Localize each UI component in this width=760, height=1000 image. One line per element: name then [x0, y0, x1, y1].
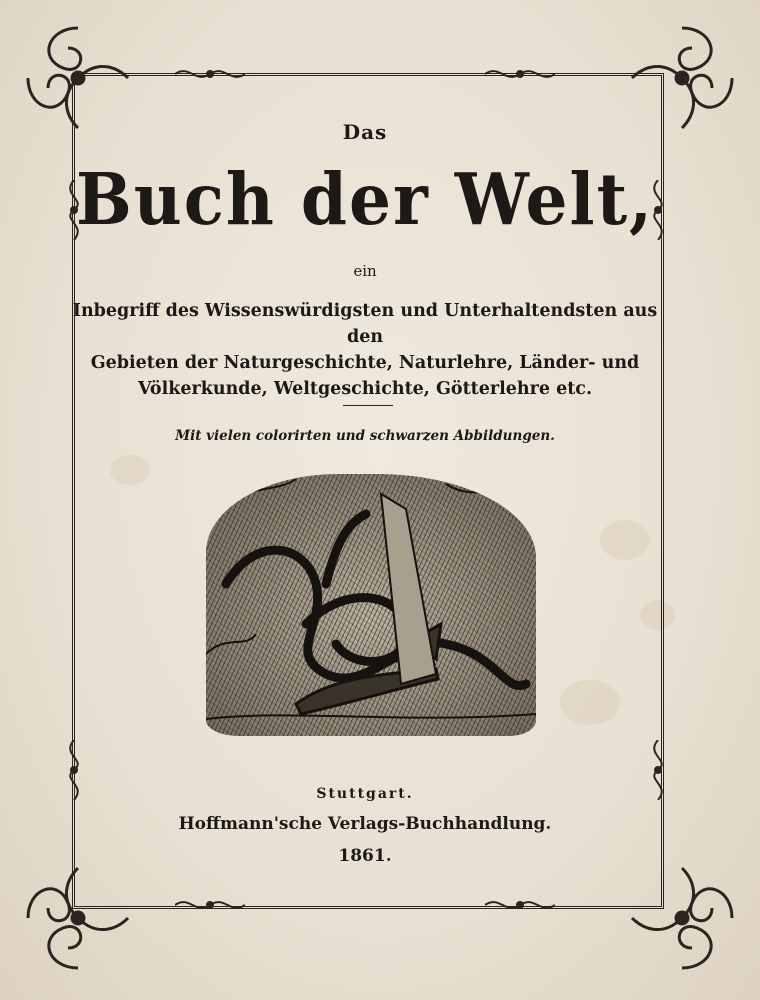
subtitle-line: Völkerkunde, Weltgeschichte, Götterlehre etc.: [137, 379, 593, 399]
snake-head-neck: [326, 514, 366, 584]
bottom-ornament: [175, 895, 245, 915]
title-connector: ein: [353, 262, 377, 280]
ground: [206, 714, 536, 719]
top-ornament: [175, 64, 245, 84]
subtitle: [72, 298, 658, 402]
divider-rule: [343, 405, 393, 406]
book-title: Buch der Welt,: [75, 156, 655, 242]
publication-year: 1861.: [338, 846, 392, 866]
publisher-name: Hoffmann'sche Verlags-Buchhandlung.: [178, 814, 552, 834]
corner-ornament-bottom-right: [622, 858, 742, 978]
illustrations-note: Mit vielen colorirten und schwarzen Abbildungen.: [175, 428, 555, 444]
publication-city: Stuttgart.: [316, 786, 414, 802]
title-article: Das: [342, 120, 388, 144]
foliage: [206, 479, 536, 654]
snake-engraving-illustration: [206, 474, 536, 736]
top-ornament: [485, 64, 555, 84]
bottom-ornament: [485, 895, 555, 915]
corner-ornament-bottom-left: [18, 858, 138, 978]
subtitle-line: Gebieten der Naturgeschichte, Naturlehre, Länder- und: [90, 353, 640, 373]
subtitle-line: Inbegriff des Wissenswürdigsten und Unterhaltendsten aus den: [72, 301, 658, 347]
